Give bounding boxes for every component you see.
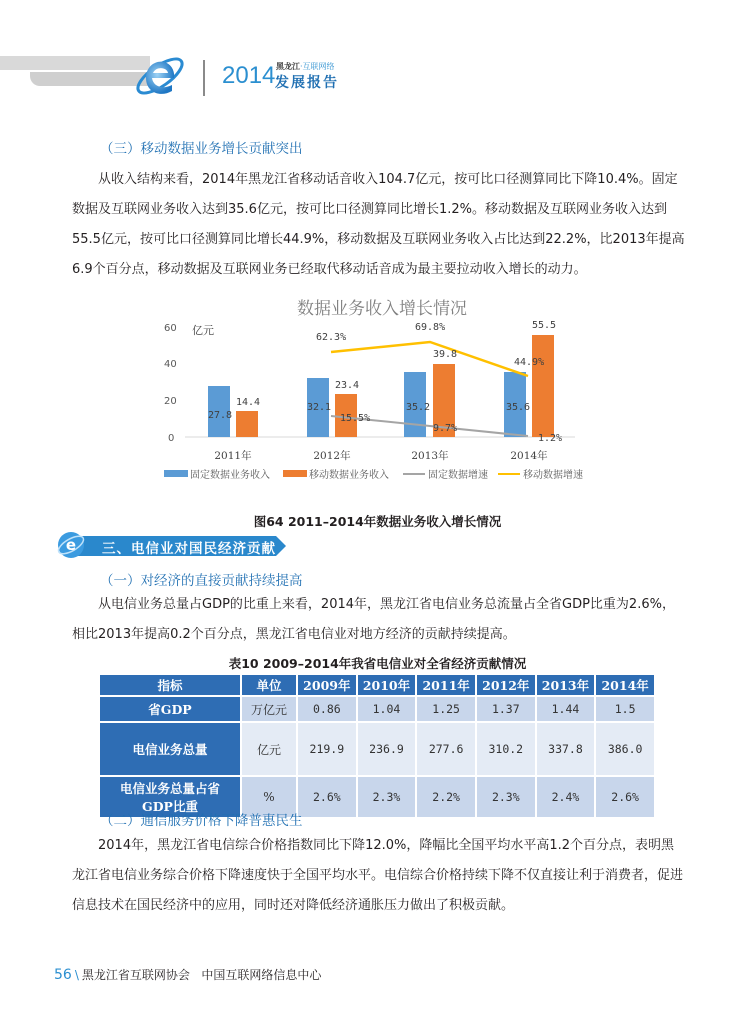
label-fixed-rate-2013: 9.7%: [433, 423, 458, 434]
cell: 236.9: [357, 722, 417, 776]
figure-caption: 图64 2011–2014年数据业务收入增长情况: [253, 514, 502, 529]
table-row: [99, 722, 655, 776]
cell: 0.86: [297, 696, 357, 722]
legend-fixed-rate: 固定数据增速: [428, 470, 488, 481]
cell: 2.3%: [476, 776, 536, 818]
col-header: 2013年: [536, 674, 596, 696]
legend-swatch-mobile: [283, 470, 307, 477]
row-unit: 万亿元: [241, 696, 297, 722]
y-tick: 20: [164, 396, 177, 407]
paragraph-mobile-data: 从收入结构来看，2014年黑龙江省移动话音收入104.7亿元，按可比口径测算同比下降10.4%。固定数据及互联网业务收入达到35.6亿元，按可比口径测算同比增长1.2%。移动数据及互联网业务收入达到55.5亿元，按可比口径测算同比增长44.9%，移动数据及互联网业务收入占比达到22.2%，比2013年提高6.9个百分点，移动数据及互联网业务已经取代移动话音成为最主要拉动收入增长的动力。: [72, 172, 685, 277]
cell: 310.2: [476, 722, 536, 776]
chart-title: 数据业务收入增长情况: [297, 299, 467, 319]
cell: 2.3%: [357, 776, 417, 818]
paragraph-gdp-share: 从电信业务总量占GDP的比重上来看，2014年，黑龙江省电信业务总流量占全省GDP比重为2.6%，相比2013年提高0.2个百分点，黑龙江省电信业对地方经济的贡献持续提高。: [72, 597, 675, 642]
section-title: 三、电信业对国民经济贡献: [102, 541, 276, 557]
page-footer: [54, 966, 321, 983]
category-2014: 2014年: [510, 450, 548, 462]
category-2013: 2013年: [411, 450, 449, 462]
y-axis: [164, 323, 177, 444]
series-mobile-rate-line: [331, 342, 528, 376]
subsection-heading-2: （二）通信服务价格下降普惠民生: [100, 813, 303, 829]
label-mobile-rate-2012: 62.3%: [316, 332, 347, 343]
footer-org-1: 黑龙江省互联网协会: [81, 968, 190, 982]
table-row: [99, 696, 655, 722]
col-header: 指标: [99, 674, 241, 696]
y-axis-unit: 亿元: [192, 324, 214, 337]
col-header: 2014年: [595, 674, 655, 696]
label-fixed-rate-2012: 15.5%: [340, 413, 371, 424]
y-tick: 40: [164, 359, 177, 370]
row-label-line2: GDP比重: [142, 799, 198, 814]
label-mobile-rate-2014: 44.9%: [514, 357, 545, 368]
label-fixed-rate-2014: 1.2%: [538, 433, 563, 444]
label-mobile-rate-2013: 69.8%: [415, 322, 446, 333]
e-logo-small-icon: [56, 530, 86, 560]
label-fixed-2012: 32.1: [307, 402, 332, 413]
economic-contribution-table: [98, 673, 656, 819]
cell: 2.6%: [595, 776, 655, 818]
y-tick: 0: [168, 433, 175, 444]
legend-mobile: 移动数据业务收入: [309, 470, 389, 481]
paragraph-price-index: 2014年，黑龙江省电信综合价格指数同比下降12.0%，降幅比全国平均水平高1.2个百分点，表明黑龙江省电信业务综合价格下降速度快于全国平均水平。电信综合价格持续下降不仅直接让利于消费者，促进信息技术在国民经济中的应用，同时还对降低经济通胀压力做出了积极贡献。: [72, 838, 684, 913]
subtitle-internet: ·互联网络: [300, 62, 335, 71]
data-revenue-chart: [150, 292, 605, 497]
y-tick: 60: [164, 323, 177, 334]
cell: 1.04: [357, 696, 417, 722]
col-header: 2009年: [297, 674, 357, 696]
cell: 1.5: [595, 696, 655, 722]
legend-mobile-rate: 移动数据增速: [523, 470, 583, 481]
cell: 277.6: [416, 722, 476, 776]
subsection-heading-1: （一）对经济的直接贡献持续提高: [100, 573, 303, 589]
cell: 219.9: [297, 722, 357, 776]
page-number: 56: [54, 967, 72, 983]
label-mobile-2014: 55.5: [532, 320, 557, 331]
cell: 2.2%: [416, 776, 476, 818]
x-axis-categories: [214, 449, 548, 462]
legend-fixed: 固定数据业务收入: [190, 470, 270, 481]
subtitle-region: 黑龙江: [276, 62, 300, 71]
label-mobile-2013: 39.8: [433, 349, 458, 360]
footer-separator: \: [74, 968, 79, 982]
category-2011: 2011年: [214, 450, 252, 462]
report-subtitle-main: 发展报告: [275, 75, 339, 91]
table-caption: 表10 2009–2014年我省电信业对全省经济贡献情况: [228, 656, 527, 671]
col-header: 2010年: [357, 674, 417, 696]
report-subtitle-top: [276, 61, 335, 72]
col-header: 2011年: [416, 674, 476, 696]
subsection-heading-3: （三）移动数据业务增长贡献突出: [100, 141, 303, 157]
chart-legend: [164, 468, 583, 481]
col-header: 单位: [241, 674, 297, 696]
label-mobile-2011: 14.4: [236, 397, 261, 408]
footer-org-2: 中国互联网络信息中心: [201, 968, 322, 982]
label-fixed-2013: 35.2: [406, 402, 431, 413]
label-fixed-2014: 35.6: [506, 402, 531, 413]
cell: 386.0: [595, 722, 655, 776]
report-year: 2014: [222, 62, 276, 89]
table-header-row: [99, 674, 655, 696]
label-fixed-2011: 27.8: [208, 410, 233, 421]
header-separator: [203, 60, 205, 96]
header-decor-bar: [0, 56, 150, 70]
col-header: 2012年: [476, 674, 536, 696]
e-logo-icon: [132, 48, 188, 104]
row-label: 电信业务总量: [99, 722, 241, 776]
row-label: 省GDP: [99, 696, 241, 722]
cell: 1.44: [536, 696, 596, 722]
cell: 2.4%: [536, 776, 596, 818]
cell: 337.8: [536, 722, 596, 776]
cell: 1.25: [416, 696, 476, 722]
cell: 1.37: [476, 696, 536, 722]
cell: 2.6%: [297, 776, 357, 818]
category-2012: 2012年: [313, 450, 351, 462]
svg-text:e: e: [65, 536, 77, 554]
section-banner-arrow: [276, 536, 286, 556]
label-mobile-2012: 23.4: [335, 380, 360, 391]
row-label-line1: 电信业务总量占省: [119, 781, 220, 796]
row-unit: 亿元: [241, 722, 297, 776]
row-unit: %: [241, 776, 297, 818]
legend-swatch-fixed: [164, 470, 188, 477]
